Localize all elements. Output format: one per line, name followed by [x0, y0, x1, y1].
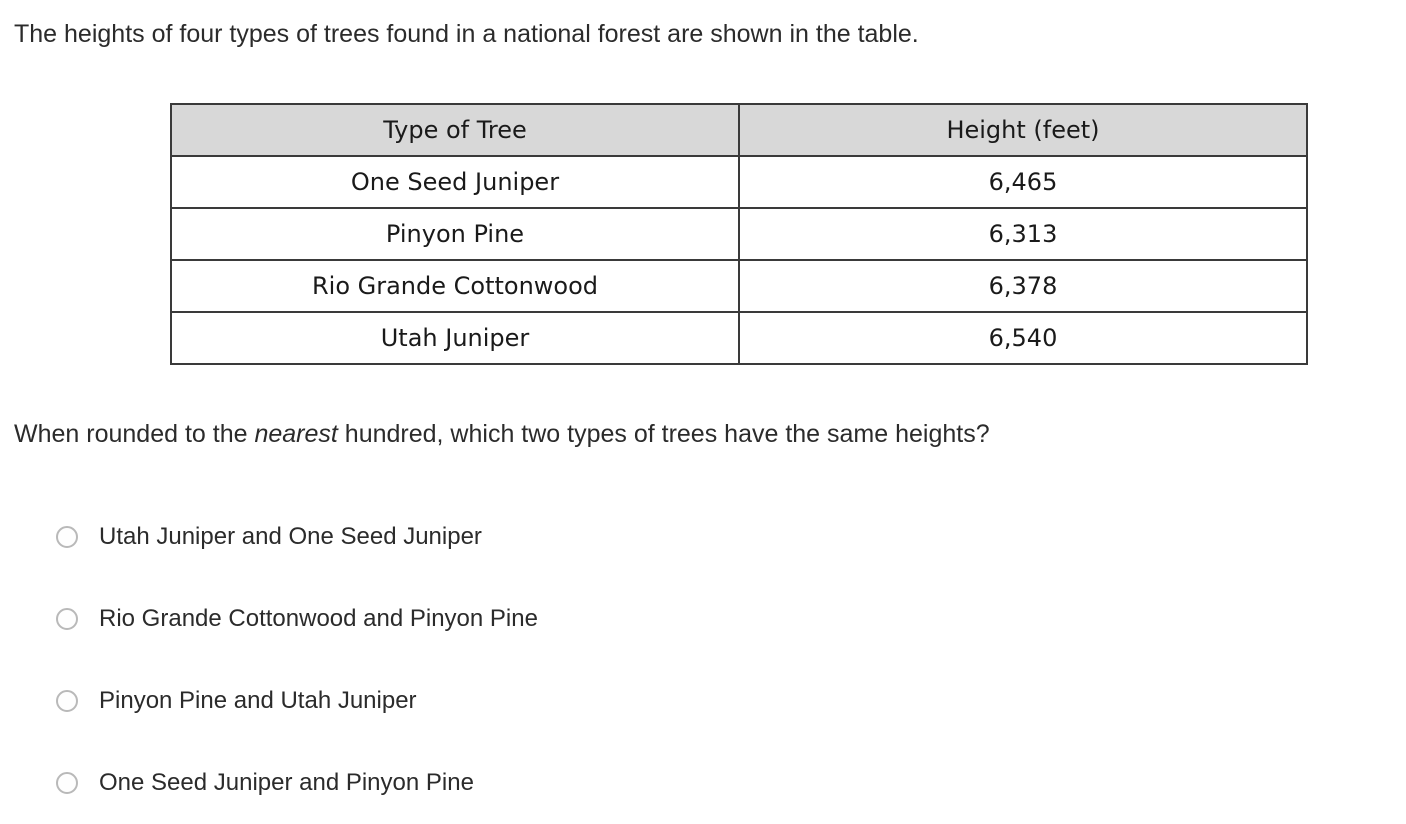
- cell-tree-height: 6,465: [739, 156, 1307, 208]
- tree-heights-table-wrapper: [170, 103, 1308, 365]
- answer-choice-label: Pinyon Pine and Utah Juniper: [99, 687, 417, 714]
- table-row: [171, 208, 1307, 260]
- answer-choice-2[interactable]: [56, 578, 1356, 660]
- radio-button-icon[interactable]: [56, 772, 78, 794]
- table-header-row: [171, 104, 1307, 156]
- table-row: [171, 312, 1307, 364]
- question-emphasis: nearest: [254, 420, 338, 448]
- answer-choice-1[interactable]: [56, 496, 1356, 578]
- radio-button-icon[interactable]: [56, 608, 78, 630]
- answer-choice-label: Utah Juniper and One Seed Juniper: [99, 523, 482, 550]
- answer-choice-3[interactable]: [56, 660, 1356, 742]
- cell-tree-height: 6,313: [739, 208, 1307, 260]
- radio-button-icon[interactable]: [56, 690, 78, 712]
- radio-button-icon[interactable]: [56, 526, 78, 548]
- cell-tree-name: Utah Juniper: [171, 312, 739, 364]
- column-header-type-of-tree: Type of Tree: [171, 104, 739, 156]
- cell-tree-height: 6,378: [739, 260, 1307, 312]
- question-text-part-1: When rounded to the: [14, 420, 255, 448]
- answer-choice-label: One Seed Juniper and Pinyon Pine: [99, 769, 474, 796]
- cell-tree-name: Pinyon Pine: [171, 208, 739, 260]
- answer-choice-label: Rio Grande Cottonwood and Pinyon Pine: [99, 605, 538, 632]
- intro-text: The heights of four types of trees found in a national forest are shown in the table.: [14, 20, 919, 48]
- answer-choice-4[interactable]: [56, 742, 1356, 824]
- table-header: [171, 104, 1307, 156]
- cell-tree-name: Rio Grande Cottonwood: [171, 260, 739, 312]
- answer-choices: [56, 496, 1356, 824]
- question-text-part-2: hundred, which two types of trees have the same heights?: [337, 420, 990, 448]
- table-row: [171, 260, 1307, 312]
- table-row: [171, 156, 1307, 208]
- cell-tree-name: One Seed Juniper: [171, 156, 739, 208]
- cell-tree-height: 6,540: [739, 312, 1307, 364]
- column-header-height: Height (feet): [739, 104, 1307, 156]
- tree-heights-table: [170, 103, 1308, 365]
- question-text: [14, 418, 990, 450]
- table-body: [171, 156, 1307, 364]
